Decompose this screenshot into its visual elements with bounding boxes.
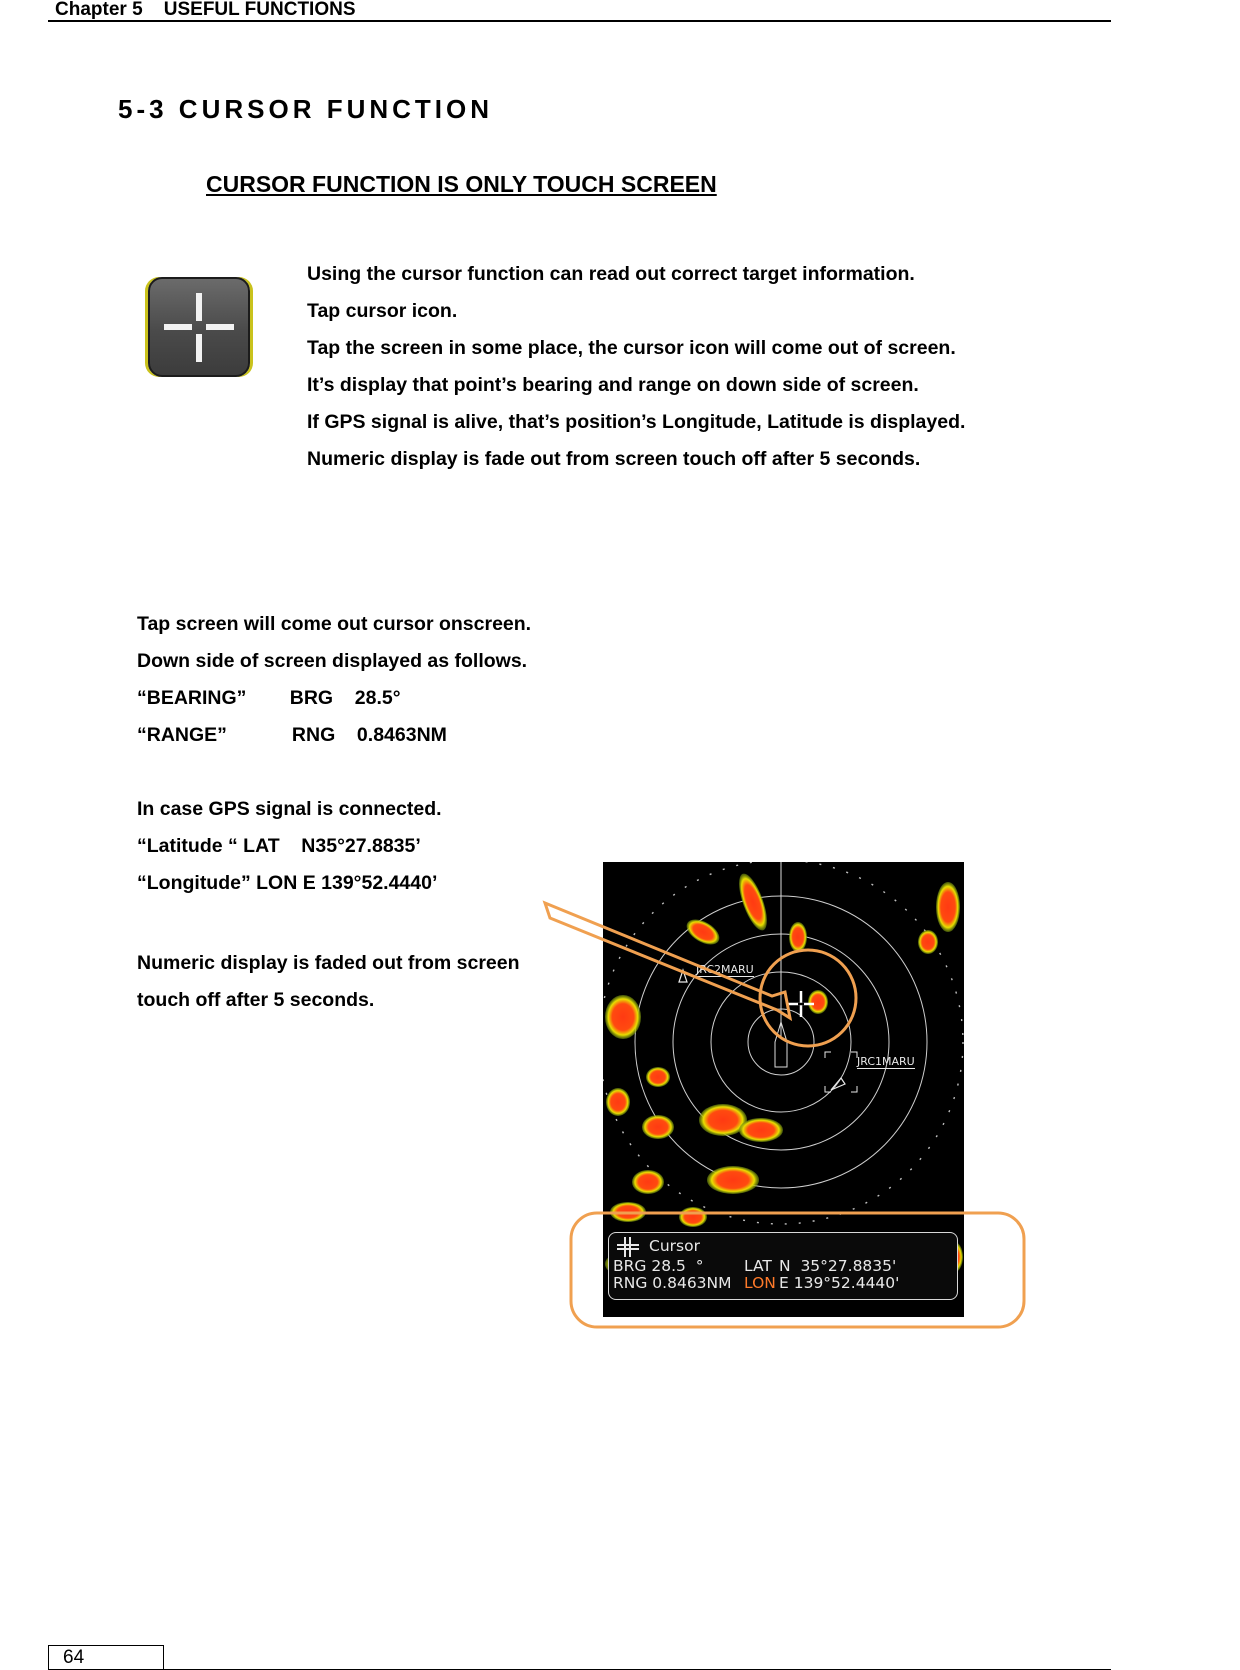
latitude-readout: N 35°27.8835' — [779, 1257, 897, 1275]
intro-line: It’s display that point’s bearing and range on down side of screen. — [307, 374, 919, 396]
description-line: Tap screen will come out cursor onscreen. — [137, 613, 532, 635]
intro-line: Using the cursor function can read out correct target information. — [307, 263, 915, 285]
longitude-readout: E 139°52.4440' — [779, 1274, 900, 1292]
longitude-line: “Longitude” LON E 139°52.4440’ — [137, 872, 438, 894]
range-line: “RANGE” RNG 0.8463NM — [137, 724, 447, 746]
bearing-line: “BEARING” BRG 28.5° — [137, 687, 401, 709]
page-number: 64 — [63, 1647, 85, 1668]
section-subtitle: CURSOR FUNCTION IS ONLY TOUCH SCREEN — [206, 171, 717, 197]
range-readout: RNG 0.8463NM — [613, 1274, 732, 1292]
description-line: In case GPS signal is connected. — [137, 798, 442, 820]
crosshair-icon — [150, 279, 248, 375]
intro-line: Numeric display is fade out from screen touch off after 5 seconds. — [307, 448, 921, 470]
crosshair-icon — [617, 1237, 639, 1257]
chapter-header: Chapter 5 USEFUL FUNCTIONS — [55, 0, 356, 20]
intro-line: If GPS signal is alive, that’s position’s Longitude, Latitude is displayed. — [307, 411, 966, 433]
cursor-panel-title: Cursor — [649, 1237, 700, 1255]
description-line: Down side of screen displayed as follows. — [137, 650, 528, 672]
cursor-tool-icon — [148, 277, 250, 377]
section-title: 5-3 CURSOR FUNCTION — [118, 94, 494, 124]
cursor-readout-panel — [608, 1232, 958, 1300]
description-line: Numeric display is faded out from screen — [137, 952, 520, 974]
radar-screenshot — [603, 862, 964, 1317]
latitude-label: LAT — [744, 1257, 772, 1275]
target-label: JRC1MARU — [857, 1055, 915, 1068]
longitude-label: LON — [744, 1274, 776, 1292]
latitude-line: “Latitude “ LAT N35°27.8835’ — [137, 835, 421, 857]
intro-line: Tap the screen in some place, the cursor icon will come out of screen. — [307, 337, 956, 359]
description-line: touch off after 5 seconds. — [137, 989, 375, 1011]
bearing-readout: BRG 28.5 ° — [613, 1257, 704, 1275]
target-label: JRC2MARU — [696, 963, 754, 976]
header-rule — [48, 20, 1111, 22]
intro-line: Tap cursor icon. — [307, 300, 458, 322]
